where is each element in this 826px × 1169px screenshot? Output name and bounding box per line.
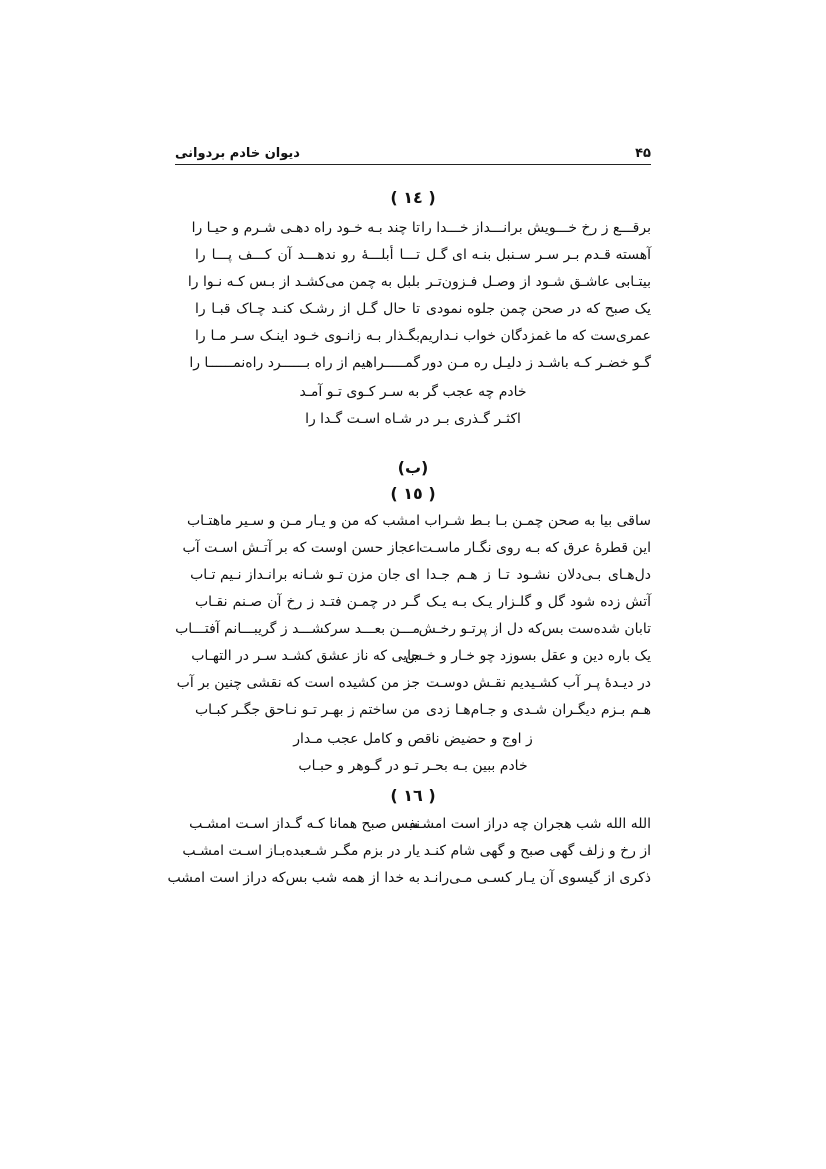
hemistich-second: گمـــــراهیم از راه بــــــرد راه‌نمــــــا را xyxy=(189,355,420,371)
section-letter: (ب) xyxy=(397,458,429,477)
couplet xyxy=(175,843,651,865)
couplet xyxy=(175,567,651,589)
hemistich-first: بیتـابی عاشـق شـود از وصـل فـزون‌تـر xyxy=(426,274,651,290)
hemistich-first: دل‌هـای بـی‌دلان نشـود تـا ز هـم جـدا xyxy=(426,567,651,583)
hemistich-first: آهسته قـدم بـر سـر سـنبل بنـه ای گـل xyxy=(426,247,651,263)
hemistich-second: به خدا از همه شب بس‌که دراز است امشب xyxy=(167,870,420,886)
hemistich-first: در دیـدهٔ پـر آب کشـیدیم نقـش دوسـت xyxy=(426,675,651,691)
couplet xyxy=(175,328,651,350)
hemistich-second: ای جان مزن تـو شـانه برانـداز نـیم تـاب xyxy=(190,567,420,583)
couplet xyxy=(175,675,651,697)
hemistich-second: یار در بزم مگـر شـعبده‌بـاز اسـت امشـب xyxy=(182,843,420,859)
hemistich-second: بلبل به چمن می‌کشـد از بـس کـه نـوا را xyxy=(187,274,420,290)
couplet xyxy=(175,621,651,643)
running-header xyxy=(175,138,651,165)
hemistich-second: مـــن بعـــد سرکشـــد ز گریبـــانم آفتـــاب xyxy=(175,621,420,637)
hemistich-first: ذکری از گیسوی آن یـار کسـی مـی‌رانـد xyxy=(423,870,651,886)
poem-number-15: ( ١٥ ) xyxy=(390,484,436,503)
closing-line: ز اوج و حضیض ناقص و کامل عجب مـدار xyxy=(293,731,533,747)
couplet xyxy=(175,594,651,616)
hemistich-second: تا حال گـل از رشـک کنـد چـاک قبـا را xyxy=(195,301,420,317)
hemistich-first: آتش زده شود گل و گلـزار یـک بـه یـک xyxy=(426,594,651,610)
couplet xyxy=(167,870,651,892)
page-number: ۴۵ xyxy=(635,146,651,161)
poem-number-14: ( ١٤ ) xyxy=(390,188,436,207)
hemistich-first: این قطرهٔ عرق که بـه روی نگـار ماسـت xyxy=(418,540,651,556)
hemistich-second: تـــا أبلـــهٔ رو ندهـــد آن کـــف پـــا را xyxy=(195,247,420,263)
hemistich-first: یک باره دین و عقل بسوزد چو خـار و خـس xyxy=(405,648,651,664)
hemistich-first: الله الله شب هجران چه دراز است امشـب xyxy=(404,816,651,832)
hemistich-second: تا چند بـه خـود راه دهـی شـرم و حیـا را xyxy=(191,220,420,236)
closing-line: اکثـر گـذری بـر در شـاه اسـت گـدا را xyxy=(305,411,521,427)
couplet xyxy=(175,648,651,670)
hemistich-second: گـر در چمـن فتـد ز رخ آن صـنم نقـاب xyxy=(195,594,420,610)
hemistich-second: جز من کشیده است که نقشی چنین بر آب xyxy=(176,675,420,691)
poem-number-16: ( ١٦ ) xyxy=(390,786,436,805)
closing-line: خادم چه عجب گر به سـر کـوی تـو آمـد xyxy=(299,384,527,400)
couplet xyxy=(175,540,651,562)
hemistich-second: بگـذار بـه زانـوی خـود اینـک سـر مـا را xyxy=(195,328,420,344)
couplet xyxy=(175,301,651,323)
hemistich-first: برقـــع ز رخ خـــویش برانـــداز خـــدا را xyxy=(421,220,651,236)
hemistich-first: از رخ و زلف گهی صبح و گهی شام کنـد xyxy=(423,843,651,859)
couplet xyxy=(175,355,651,377)
couplet xyxy=(175,220,651,242)
hemistich-second: جایی که ناز عشق کشـد سـر در التهـاب xyxy=(191,648,420,664)
book-title: دیوان خادم بردوانی xyxy=(175,146,300,161)
hemistich-first: هـم بـزم دیگـران شـدی و جـام‌هـا زدی xyxy=(426,702,651,718)
hemistich-first: تابان شده‌ست بس‌که دل از پرتـو رخـش xyxy=(418,621,651,637)
hemistich-first: یک صبح که در صحن چمن جلوه نمودی xyxy=(426,301,651,317)
hemistich-second: من ساختم ز بهـر تـو نـاحق جگـر کبـاب xyxy=(195,702,420,718)
closing-line: خادم ببین بـه بحـر تـو در گـوهر و حبـاب xyxy=(298,758,528,774)
hemistich-first: گـو خضـر کـه باشـد ز دلیـل ره مـن دور xyxy=(422,355,651,371)
hemistich-second: نفس صبح همانا کـه گـداز اسـت امشـب xyxy=(189,816,420,832)
couplet xyxy=(175,702,651,724)
hemistich-second: امشب که من و یـار مـن و سـیر ماهتـاب xyxy=(186,513,420,529)
couplet xyxy=(175,513,651,535)
hemistich-second: اعجاز حسن اوست که بر آتـش اسـت آب xyxy=(182,540,420,556)
couplet xyxy=(175,816,651,838)
hemistich-first: عمری‌ست که ما غمزدگان خواب نـداریم xyxy=(419,328,651,344)
couplet xyxy=(175,247,651,269)
couplet xyxy=(175,274,651,296)
hemistich-first: ساقی بیا به صحن چمـن بـا بـط شـراب xyxy=(424,513,651,529)
